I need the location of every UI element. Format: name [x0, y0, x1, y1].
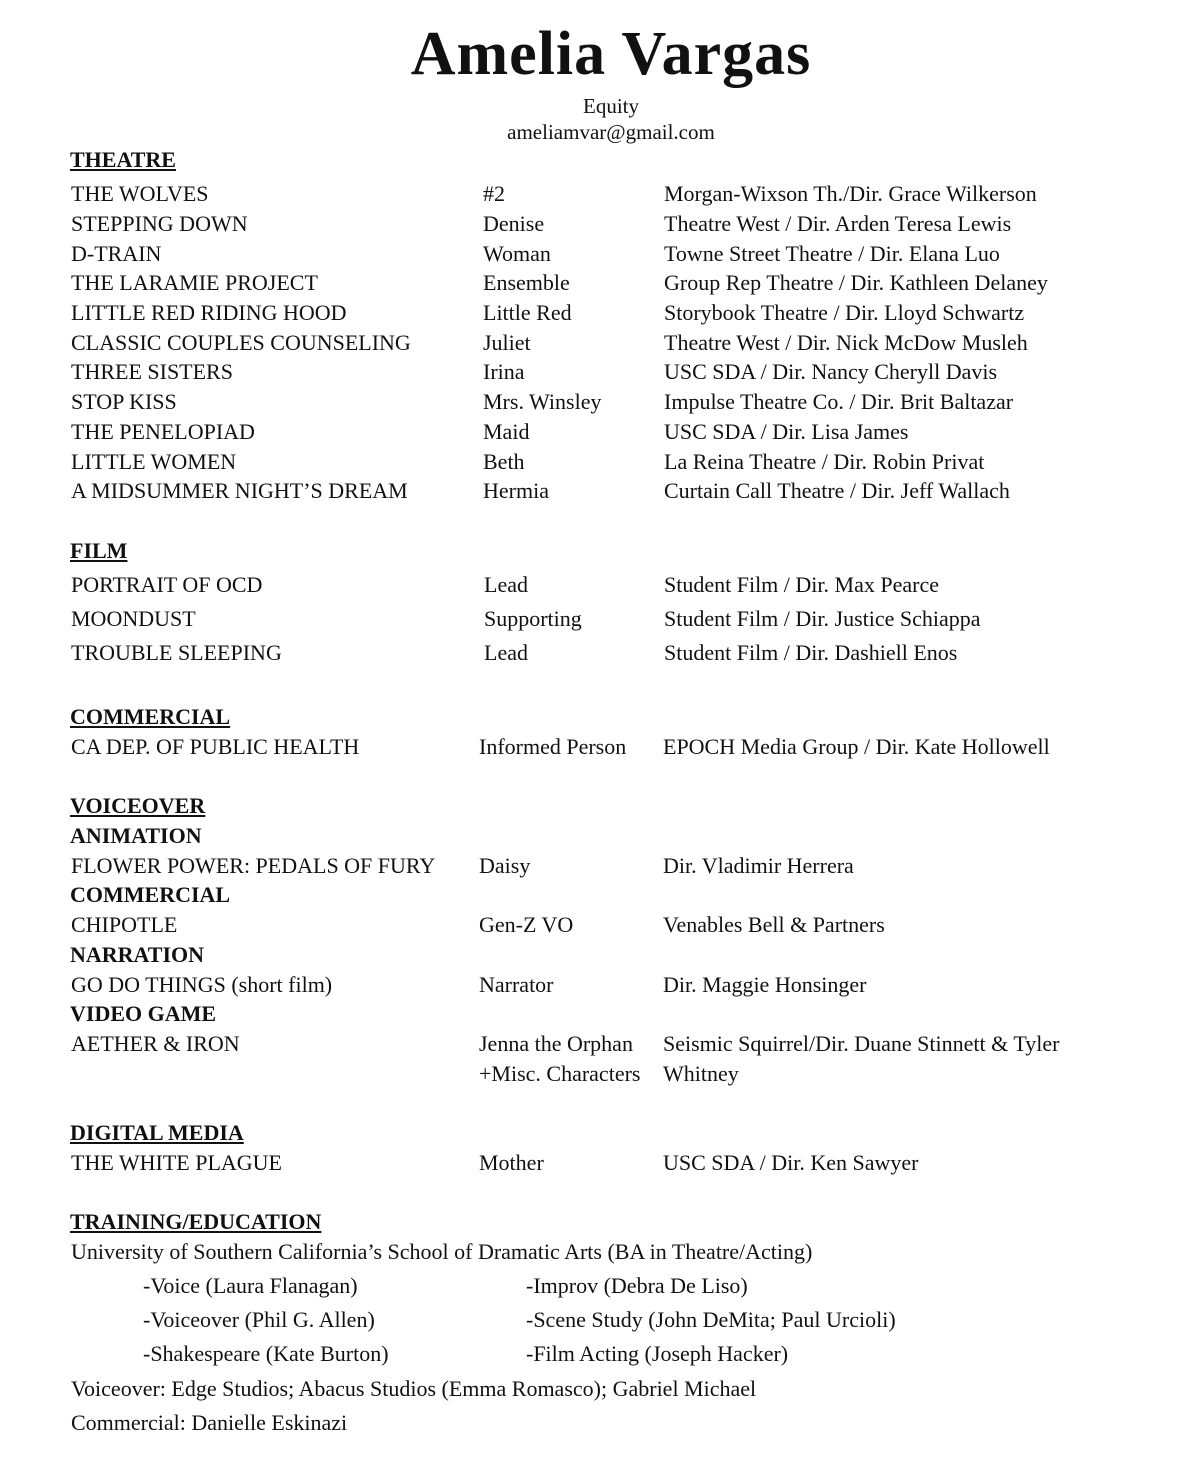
commercial-heading: COMMERCIAL	[70, 704, 231, 729]
credit-role: Maid	[483, 419, 530, 444]
credit-company: Dir. Maggie Honsinger	[663, 972, 867, 997]
credit-title: THE PENELOPIAD	[71, 419, 255, 444]
credit-role: Ensemble	[483, 270, 570, 295]
credit-role: Hermia	[483, 478, 549, 503]
credit-title: LITTLE WOMEN	[71, 449, 237, 474]
credit-title: TROUBLE SLEEPING	[71, 640, 282, 665]
credit-company: USC SDA / Dir. Ken Sawyer	[663, 1150, 919, 1175]
credit-company: USC SDA / Dir. Nancy Cheryll Davis	[664, 359, 998, 384]
theatre-heading: THEATRE	[70, 147, 176, 172]
credit-company: Storybook Theatre / Dir. Lloyd Schwartz	[664, 300, 1025, 325]
class-item: -Improv (Debra De Liso)	[526, 1273, 748, 1298]
credit-company: Theatre West / Dir. Nick McDow Musleh	[664, 330, 1028, 355]
credit-title: THE LARAMIE PROJECT	[71, 270, 318, 295]
credit-role: Little Red	[483, 300, 572, 325]
class-item: -Voice (Laura Flanagan)	[143, 1273, 358, 1298]
credit-company-continued: Whitney	[663, 1061, 739, 1086]
credit-role: Narrator	[479, 972, 554, 997]
credit-company: Group Rep Theatre / Dir. Kathleen Delaney	[664, 270, 1048, 295]
credit-title: THE WHITE PLAGUE	[71, 1150, 282, 1175]
credit-company: Student Film / Dir. Justice Schiappa	[664, 606, 981, 631]
training-heading: TRAINING/EDUCATION	[70, 1209, 322, 1234]
credit-title: A MIDSUMMER NIGHT’S DREAM	[71, 478, 408, 503]
credit-title: CLASSIC COUPLES COUNSELING	[71, 330, 411, 355]
film-heading: FILM	[70, 538, 128, 563]
credit-role: Lead	[484, 572, 528, 597]
credit-role-extra: +Misc. Characters	[479, 1061, 641, 1086]
credit-title: GO DO THINGS (short film)	[71, 972, 333, 997]
credit-title: LITTLE RED RIDING HOOD	[71, 300, 347, 325]
credit-title: THE WOLVES	[71, 181, 209, 206]
credit-role: Supporting	[484, 606, 582, 631]
commercial-training-line: Commercial: Danielle Eskinazi	[71, 1410, 348, 1435]
narration-subheading: NARRATION	[70, 942, 205, 967]
credit-company: USC SDA / Dir. Lisa James	[664, 419, 909, 444]
video-game-subheading: VIDEO GAME	[70, 1001, 217, 1026]
credit-role: Lead	[484, 640, 528, 665]
credit-company: Student Film / Dir. Dashiell Enos	[664, 640, 958, 665]
credit-role: Mother	[479, 1150, 544, 1175]
credit-role: Informed Person	[479, 734, 627, 759]
union-status: Equity	[583, 94, 639, 118]
voiceover-training-line: Voiceover: Edge Studios; Abacus Studios (Emma Romasco); Gabriel Michael	[71, 1376, 757, 1401]
credit-title: AETHER & IRON	[71, 1031, 240, 1056]
class-item: -Scene Study (John DeMita; Paul Urcioli)	[526, 1307, 896, 1332]
credit-title: PORTRAIT OF OCD	[71, 572, 263, 597]
school-line: University of Southern California’s School of Dramatic Arts (BA in Theatre/Acting)	[71, 1239, 813, 1264]
credit-role: Denise	[483, 211, 545, 236]
credit-title: STOP KISS	[71, 389, 177, 414]
credit-role: Jenna the Orphan	[479, 1031, 633, 1056]
credit-role: Woman	[483, 241, 551, 266]
credit-role: Beth	[483, 449, 525, 474]
credit-company: La Reina Theatre / Dir. Robin Privat	[664, 449, 985, 474]
class-item: -Film Acting (Joseph Hacker)	[526, 1341, 789, 1366]
vo-commercial-subheading: COMMERCIAL	[70, 882, 231, 907]
credit-title: CHIPOTLE	[71, 912, 178, 937]
actor-name: Amelia Vargas	[410, 20, 812, 88]
credit-role: Mrs. Winsley	[483, 389, 602, 414]
credit-role: Juliet	[483, 330, 531, 355]
credit-company: Curtain Call Theatre / Dir. Jeff Wallach	[664, 478, 1010, 503]
credit-title: D-TRAIN	[71, 241, 162, 266]
credit-company: Towne Street Theatre / Dir. Elana Luo	[664, 241, 1000, 266]
class-item: -Voiceover (Phil G. Allen)	[143, 1307, 375, 1332]
credit-role: Daisy	[479, 853, 531, 878]
credit-company: Dir. Vladimir Herrera	[663, 853, 854, 878]
credit-title: MOONDUST	[71, 606, 196, 631]
credit-role: #2	[483, 181, 505, 206]
credit-company: Venables Bell & Partners	[663, 912, 885, 937]
credit-role: Irina	[483, 359, 525, 384]
credit-company: Student Film / Dir. Max Pearce	[664, 572, 939, 597]
animation-subheading: ANIMATION	[70, 823, 202, 848]
digital-media-heading: DIGITAL MEDIA	[70, 1120, 244, 1145]
credit-title: THREE SISTERS	[71, 359, 233, 384]
credit-company: Seismic Squirrel/Dir. Duane Stinnett & Tyler	[663, 1031, 1060, 1056]
credit-title: FLOWER POWER: PEDALS OF FURY	[71, 853, 436, 878]
credit-company: EPOCH Media Group / Dir. Kate Hollowell	[663, 734, 1050, 759]
credit-company: Morgan-Wixson Th./Dir. Grace Wilkerson	[664, 181, 1037, 206]
credit-company: Theatre West / Dir. Arden Teresa Lewis	[664, 211, 1012, 236]
credit-title: STEPPING DOWN	[71, 211, 248, 236]
voiceover-heading: VOICEOVER	[70, 793, 206, 818]
credit-role: Gen-Z VO	[479, 912, 574, 937]
email: ameliamvar@gmail.com	[507, 120, 715, 144]
credit-company: Impulse Theatre Co. / Dir. Brit Baltazar	[664, 389, 1014, 414]
class-item: -Shakespeare (Kate Burton)	[143, 1341, 389, 1366]
credit-title: CA DEP. OF PUBLIC HEALTH	[71, 734, 360, 759]
